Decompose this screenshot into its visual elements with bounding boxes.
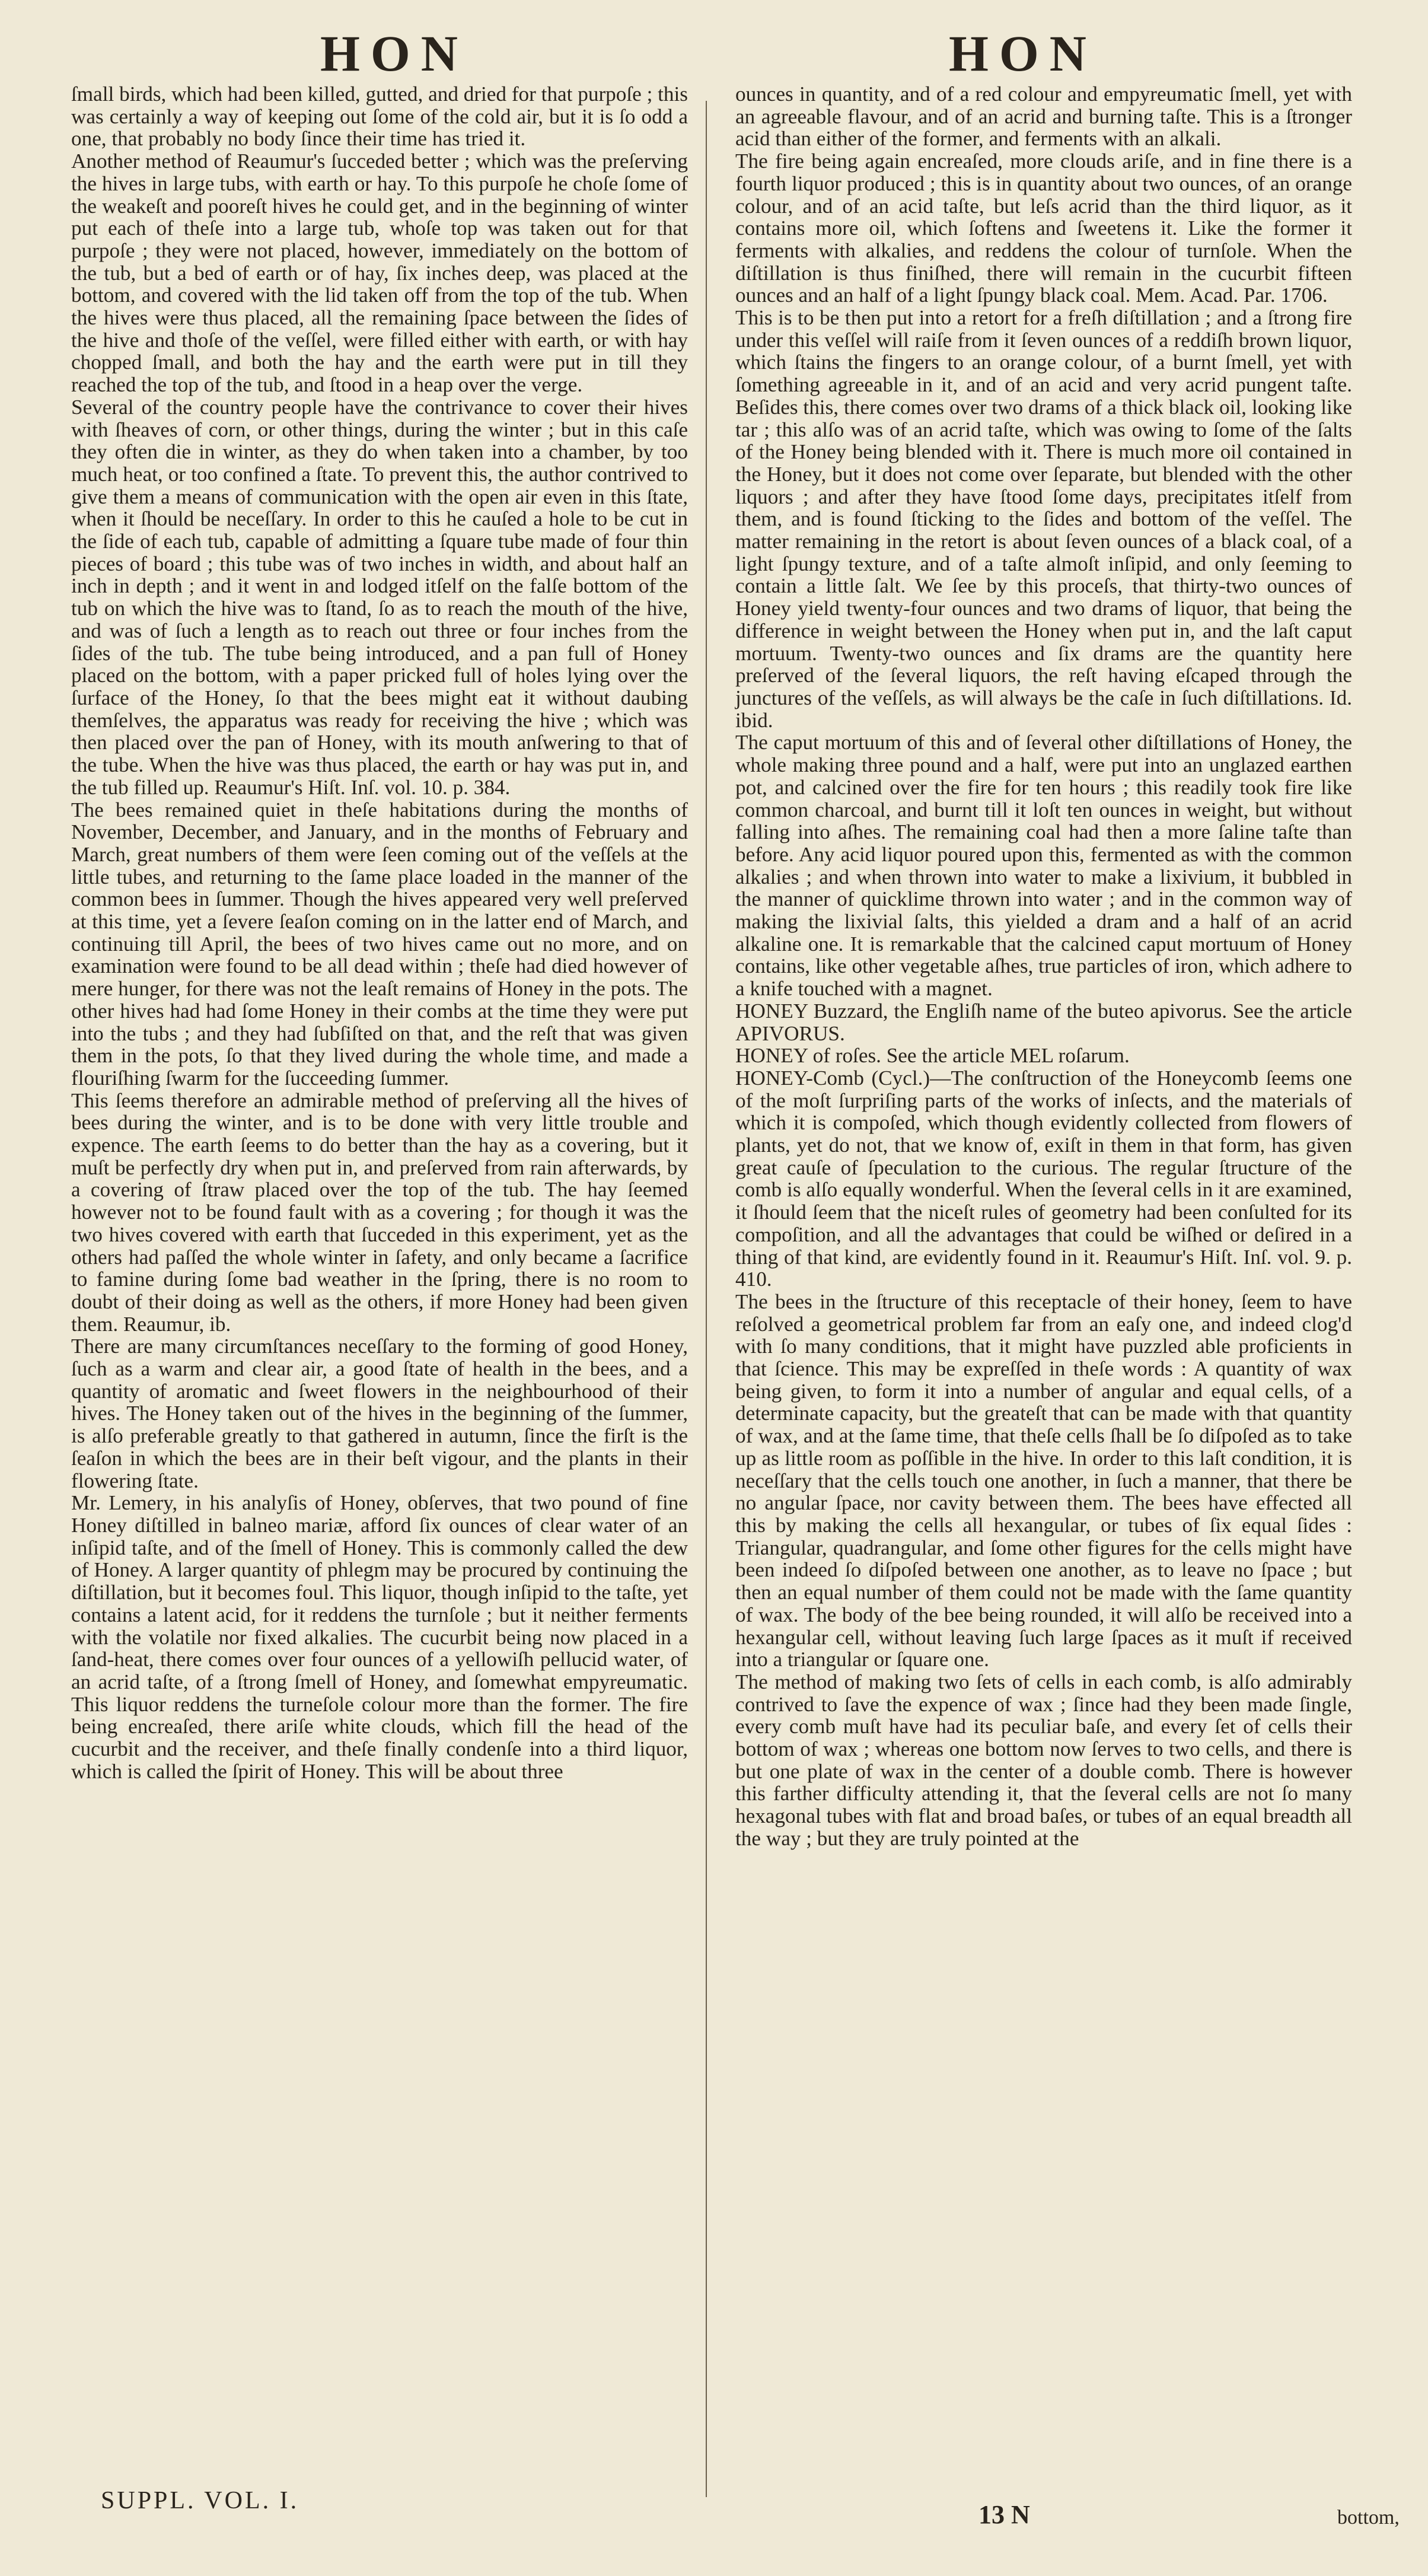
paragraph: The caput mortuum of this and of ſeveral other diſtillations of Honey, the whole making three pound and a half, were put into an unglazed earthen pot, and calcined over the fire for ten hours ; this readily took fire like common charcoal, and burnt till it loſt ten ounces in weight, but without falling into aſhes. The remaining coal had then a more ſaline taſte than before. Any acid liquor poured upon this, fermented as with the common alkalies ; and when thrown into water to make a lixivium, it bubbled in the manner of quicklime thrown into water ; and in the common way of making the lixivial ſalts, this yielded a dram and a half of an acrid alkaline one. It is remarkable that the calcined caput mortuum of Honey contains, like other vegetable aſhes, true particles of iron, which adhere to a knife touched with a magnet. xyxy=(735,731,1352,1001)
paragraph: The fire being again encreaſed, more clouds ariſe, and in fine there is a fourth liquor produced ; this is in quantity about two ounces, of an orange colour, and of an acid taſte, but leſs acrid than the third liquor, as it contains more oil, which ſoftens and ſweetens it. Like the former it ferments with alkalies, and reddens the colour of turnſole. When the diſtillation is thus finiſhed, there will remain in the cucurbit fifteen ounces and an half of a light ſpungy black coal. Mem. Acad. Par. 1706. xyxy=(735,149,1352,307)
left-column xyxy=(71,83,688,1782)
paragraph: This ſeems therefore an admirable method of preſerving all the hives of bees during the winter, and is to be done with very little trouble and expence. The earth ſeems to do better than the hay as a covering, but it muſt be perfectly dry when put in, and preſerved from rain afterwards, by a covering of ſtraw placed over the top of the tub. The hay ſeemed however not to be found fault with as a covering ; for though it was the two hives covered with earth that ſucceded in this experiment, yet as the others had paſſed the whole winter in ſafety, and only became a ſacrifice to famine during ſome bad weather in the ſpring, there is no room to doubt of their doing as well as the others, if more Honey had been given them. Reaumur, ib. xyxy=(71,1088,688,1336)
sheet-mark: 13 N xyxy=(978,2500,1030,2529)
paragraph: ſmall birds, which had been killed, gutted, and dried for that purpoſe ; this was certainly a way of keeping out ſome of the cold air, but it is ſo odd a one, that probably no body ſince their time has tried it. xyxy=(71,82,688,151)
running-head-right: HON xyxy=(949,25,1097,82)
paragraph: There are many circumſtances neceſſary to the forming of good Honey, ſuch as a warm and clear air, a good ſtate of health in the bees, and a quantity of aromatic and ſweet flowers in the neighbourhood of their hives. The Honey taken out of the hives in the beginning of the ſummer, is alſo preferable greatly to that gathered in autumn, ſince the firſt is the ſeaſon in which the bees are in their beſt vigour, and the plants in their flowering ſtate. xyxy=(71,1335,688,1492)
running-head-left: HON xyxy=(320,25,468,82)
paragraph: Another method of Reaumur's ſucceded better ; which was the preſerving the hives in large tubs, with earth or hay. To this purpoſe he choſe ſome of the weakeſt and pooreſt hives he could get, and in the beginning of winter put each of theſe into a large tub, whoſe top was taken out for that purpoſe ; they were not placed, however, immediately on the bottom of the tub, but a bed of earth or of hay, ſix inches deep, was placed at the bottom, and covered with the lid taken off from the top of the tub. When the hives were thus placed, all the remaining ſpace between the ſides of the hive and thoſe of the veſſel, were filled either with earth, or with hay chopped ſmall, and both the hay and the earth were put in till they reached the top of the tub, and ſtood in a heap over the verge. xyxy=(71,149,688,397)
paragraph: Several of the country people have the contrivance to cover their hives with ſheaves of corn, or other things, during the winter ; but in this caſe they often die in winter, as they do when taken into a chamber, by too much heat, or too confined a ſtate. To prevent this, the author contrived to give them a means of communication with the open air even in this ſtate, when it ſhould be neceſſary. In order to this he cauſed a hole to be cut in the ſide of each tub, capable of admitting a ſquare tube made of four thin pieces of board ; this tube was of two inches in width, and about half an inch in depth ; and it went in and lodged itſelf on the falſe bottom of the tub on which the hive was to ſtand, ſo as to reach the mouth of the hive, and was of ſuch a length as to reach out three or four inches from the ſides of the tub. The tube being introduced, and a pan full of Honey placed on the bottom, with a paper pricked full of holes lying over the ſurface of the Honey, ſo that the bees might eat it without daubing themſelves, the apparatus was ready for receiving the hive ; which was then placed over the pan of Honey, with its mouth anſwering to that of the tube. When the hive was thus placed, the earth or hay was put in, and the tub filled up. Reaumur's Hiſt. Inſ. vol. 10. p. 384. xyxy=(71,395,688,799)
paragraph: The bees remained quiet in theſe habitations during the months of November, December, and January, and in the months of February and March, great numbers of them were ſeen coming out of the veſſels at the little tubes, and returning to the ſame place loaded in the manner of the common bees in ſummer. Though the hives appeared very well preſerved at this time, yet a ſevere ſeaſon coming on in the latter end of March, and continuing till April, the bees of two hives came out no more, and on examination were found to be all dead within ; theſe had died however of mere hunger, for there was not the leaſt remains of Honey in the pots. The other hives had had ſome Honey in their combs at the time they were put into the tubs ; and they had ſubſiſted on that, and the reſt that was given them in the pots, ſo that they lived during the whole time, and made a flouriſhing ſwarm for the ſucceeding ſummer. xyxy=(71,798,688,1090)
entry-honey-of-roses: HONEY of roſes. See the article MEL roſarum. xyxy=(735,1044,1130,1068)
paragraph: ounces in quantity, and of a red colour and empyreumatic ſmell, yet with an agreeable flavour, and of an acrid and burning taſte. This is a ſtronger acid than either of the former, and ferments with an alkali. xyxy=(735,82,1352,151)
paragraph: The bees in the ſtructure of this receptacle of their honey, ſeem to have reſolved a geometrical problem far from an eaſy one, and indeed clog'd with ſo many conditions, that it might have puzzled able proficients in that ſcience. This may be expreſſed in theſe words : A quantity of wax being given, to form it into a number of angular and equal cells, of a determinate capacity, but the greateſt that can be made with that quantity of wax, and at the ſame time, that theſe cells ſhall be ſo diſpoſed as to take up as little room as poſſible in the hive. In order to this laſt condition, it is neceſſary that the cells touch one another, in ſuch a manner, that there be no angular ſpace, nor cavity between them. The bees have effected all this by making the cells all hexangular, or tubes of ſix equal ſides : Triangular, quadrangular, and ſome other figures for the cells might have been indeed ſo diſpoſed between one another, as to leave no ſpace ; but then an equal number of them could not be made with the ſame quantity of wax. The body of the bee being rounded, it will alſo be received into a hexangular cell, without leaving ſuch large ſpaces as it muſt if received into a triangular or ſquare one. xyxy=(735,1289,1352,1671)
entry-honey-comb: HONEY-Comb (Cycl.)—The conſtruction of the Honeycomb ſeems one of the moſt ſurpriſing parts of the works of inſects, and the materials of which it is compoſed, which though evidently collected from flowers of plants, yet do not, that we know of, exiſt in them in that form, has given great cauſe of ſpeculation to the curious. The regular ſtructure of the comb is alſo equally wonderful. When the ſeveral cells in it are examined, it ſhould ſeem that the niceſt rules of geometry had been conſulted for its compoſition, and all the advantages that could be wiſhed or deſired in a thing of that kind, are evidently found in it. Reaumur's Hiſt. Inſ. vol. 9. p. 410. xyxy=(735,1066,1352,1291)
column-divider xyxy=(706,101,707,2497)
volume-signature: SUPPL. VOL. I. xyxy=(101,2487,299,2514)
paragraph: This is to be then put into a retort for a freſh diſtillation ; and a ſtrong fire under this veſſel will raiſe from it ſeven ounces of a reddiſh brown liquor, which ſtains the fingers to an orange colour, of a burnt ſmell, yet with ſomething agreeable in it, and of an acid and very acrid pungent taſte. Beſides this, there comes over two drams of a thick black oil, looking like tar ; this alſo was of an acrid taſte, which was owing to ſome of the ſalts of the Honey being blended with it. There is much more oil contained in the Honey, but it does not come over ſeparate, but blended with the other liquors ; and after they have ſtood ſome days, precipitates itſelf from them, and is found ſticking to the ſides and bottom of the veſſel. The matter remaining in the retort is about ſeven ounces of a black coal, of a light ſpungy texture, and of a taſte almoſt inſipid, and only ſeeming to contain a little ſalt. We ſee by this proceſs, that thirty-two ounces of Honey yield twenty-four ounces and two drams of liquor, that being the difference in weight between the Honey when put in, and the laſt caput mortuum. Twenty-two ounces and ſix drams are the quantity here preſerved of the ſeveral liquors, the reſt having eſcaped through the junctures of the veſſels, as will always be the caſe in ſuch diſtillations. Id. ibid. xyxy=(735,306,1352,732)
paragraph: The method of making two ſets of cells in each comb, is alſo admirably contrived to ſave the expence of wax ; ſince had they been made ſingle, every comb muſt have had its peculiar baſe, and every ſet of cells their bottom of wax ; whereas one bottom now ſerves to two cells, and there is but one plate of wax in the center of a double comb. There is however this farther difficulty attending it, that the ſeveral cells are not ſo many hexagonal tubes with flat and broad baſes, or tubes of an equal breadth all the way ; but they are truly pointed at the xyxy=(735,1670,1352,1850)
right-column xyxy=(735,83,1352,1850)
paragraph: Mr. Lemery, in his analyſis of Honey, obſerves, that two pound of fine Honey diſtilled in balneo mariæ, afford ſix ounces of clear water of an inſipid taſte, and of the ſmell of Honey. This is commonly called the dew of Honey. A larger quantity of phlegm may be procured by continuing the diſtillation, but it becomes foul. This liquor, though inſipid to the taſte, yet contains a latent acid, for it reddens the turnſole ; but it neither ferments with the volatile nor fixed alkalies. The cucurbit being now placed in a ſand-heat, there comes over four ounces of a yellowiſh pellucid water, of an acrid taſte, of a ſtrong ſmell of Honey, and ſomewhat empyreumatic. This liquor reddens the turneſole colour more than the former. The fire being encreaſed, there ariſe white clouds, which fill the head of the cucurbit and the receiver, and theſe finally condenſe into a third liquor, which is called the ſpirit of Honey. This will be about three xyxy=(71,1491,688,1783)
catchword: bottom, xyxy=(1337,2507,1400,2529)
entry-honey-buzzard: HONEY Buzzard, the Engliſh name of the buteo apivorus. See the article APIVORUS. xyxy=(735,999,1352,1045)
